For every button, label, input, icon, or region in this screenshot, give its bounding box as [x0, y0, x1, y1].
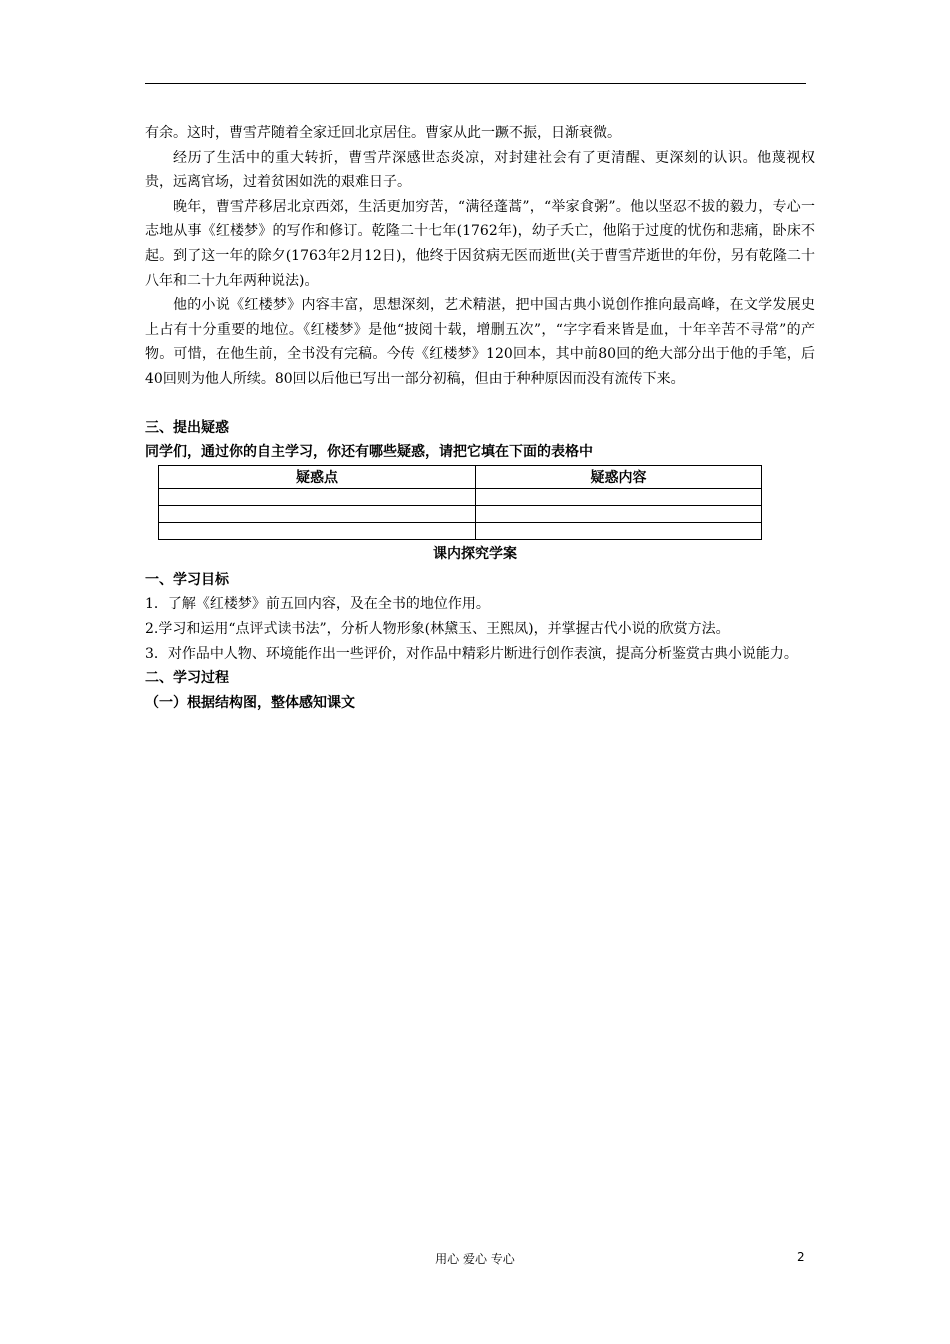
objective-item-3: 3．对作品中人物、环境能作出一些评价，对作品中精彩片断进行创作表演，提高分析鉴赏古典小说能力。 [145, 645, 798, 662]
header-rule [145, 83, 806, 84]
footer-motto: 用心 爱心 专心 [435, 1252, 515, 1266]
doubt-point-cell[interactable] [159, 522, 476, 539]
class-plan-title: 课内探究学案 [433, 545, 517, 562]
bio-paragraph-4: 他的小说《红楼梦》内容丰富，思想深刻，艺术精湛，把中国古典小说创作推向最高峰，在文学发展史上占有十分重要的地位。《红楼梦》是他“披阅十载，增删五次”，“字字看来皆是血，十年辛苦不寻常”的产物。可惜，在他生前，全书没有完稿。今传《红楼梦》120回本，其中前80回的绝大部分出于他的手笔，后40回则为他人所续。80回以后他已写出一部分初稿，但由于种种原因而没有流传下来。 [145, 297, 815, 387]
objective-item-2: 2.学习和运用“点评式读书法”，分析人物形象(林黛玉、王熙凤)，并掌握古代小说的欣赏方法。 [145, 620, 730, 637]
document-body [145, 121, 815, 715]
objectives-heading: 一、学习目标 [145, 571, 229, 588]
page-number: 2 [797, 1250, 805, 1264]
doubts-instruction: 同学们，通过你的自主学习，你还有哪些疑惑，请把它填在下面的表格中 [145, 444, 593, 461]
doubt-point-header: 疑惑点 [159, 465, 476, 488]
process-heading: 二、学习过程 [145, 670, 229, 687]
table-row [159, 505, 762, 522]
bio-paragraph-2: 经历了生活中的重大转折，曹雪芹深感世态炎凉，对封建社会有了更清醒、更深刻的认识。他蔑视权贵，远离官场，过着贫困如洗的艰难日子。 [145, 149, 815, 191]
doubt-point-cell[interactable] [159, 488, 476, 505]
table-row [159, 488, 762, 505]
doubt-point-cell[interactable] [159, 505, 476, 522]
objective-item-1: 1．了解《红楼梦》前五回内容，及在全书的地位作用。 [145, 596, 490, 613]
table-header-row [159, 465, 762, 488]
bio-paragraph-1: 有余。这时，曹雪芹随着全家迁回北京居住。曹家从此一蹶不振，日渐衰微。 [145, 125, 621, 141]
doubt-content-cell[interactable] [476, 522, 762, 539]
doubt-content-header: 疑惑内容 [476, 465, 762, 488]
doubt-content-cell[interactable] [476, 505, 762, 522]
bio-paragraph-3: 晚年，曹雪芹移居北京西郊，生活更加穷苦，“满径蓬蒿”，“举家食粥”。他以坚忍不拔的毅力，专心一志地从事《红楼梦》的写作和修订。乾隆二十七年(1762年)，幼子夭亡，他陷于过度的忧伤和悲痛，卧床不起。到了这一年的除夕(1763年2月12日)，他终于因贫病无医而逝世(关于曹雪芹逝世的年份，另有乾隆二十八年和二十九年两种说法)。 [145, 198, 815, 289]
doubt-content-cell[interactable] [476, 488, 762, 505]
doubts-table [158, 465, 762, 540]
doubts-heading: 三、提出疑惑 [145, 419, 229, 436]
process-subheading: （一）根据结构图，整体感知课文 [145, 694, 355, 711]
table-row [159, 522, 762, 539]
